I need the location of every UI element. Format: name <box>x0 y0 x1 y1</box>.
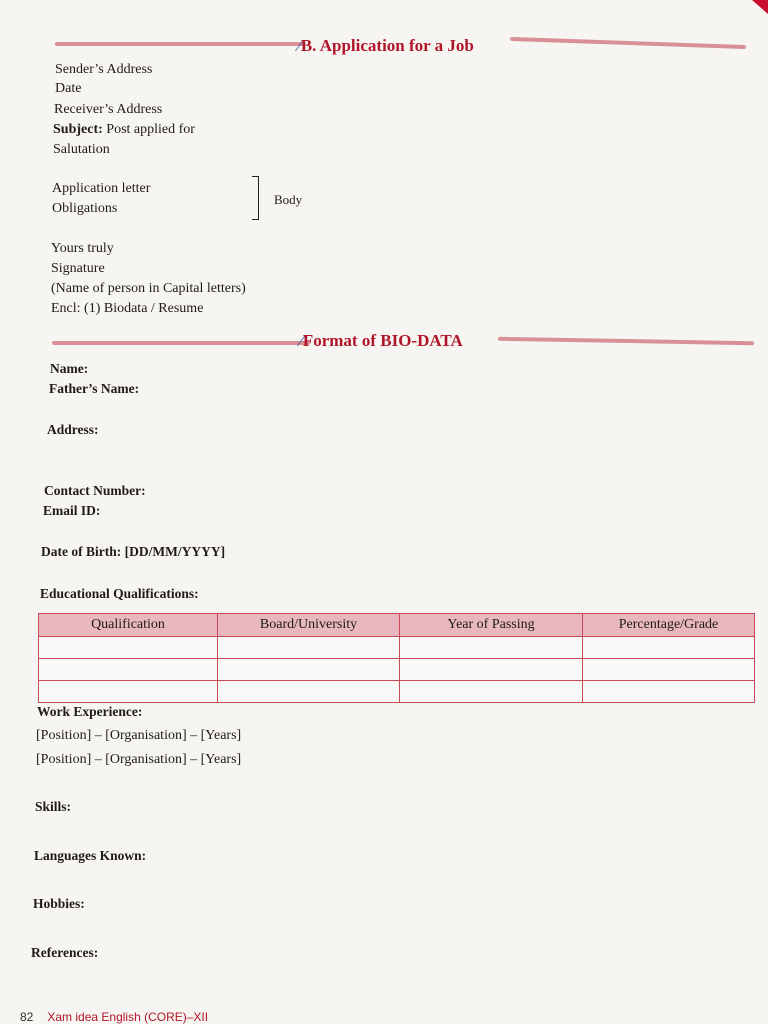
date-line: Date <box>55 81 82 96</box>
header-year-of-passing: Year of Passing <box>400 614 583 637</box>
hobbies-field-label: Hobbies: <box>33 896 85 911</box>
table-cell <box>400 681 583 703</box>
corner-decoration <box>746 0 768 18</box>
pen-tick-mark: ⁄ <box>298 36 301 55</box>
closing-name: (Name of person in Capital letters) <box>51 281 246 296</box>
page-number: 82 <box>20 1010 34 1024</box>
work-experience-line-1: [Position] – [Organisation] – [Years] <box>36 728 242 743</box>
education-table-header <box>39 614 755 637</box>
table-cell <box>218 681 400 703</box>
references-field-label: References: <box>31 945 99 960</box>
section-b-right-rule <box>510 37 746 49</box>
table-cell <box>39 659 218 681</box>
table-row <box>39 681 755 703</box>
body-label: Body <box>274 192 303 207</box>
section-b-left-rule <box>55 42 305 46</box>
subject-line <box>53 122 195 138</box>
page-footer <box>20 1010 208 1024</box>
salutation-line: Salutation <box>53 142 110 157</box>
table-row <box>39 637 755 659</box>
obligations-line: Obligations <box>52 201 118 216</box>
table-cell <box>39 637 218 659</box>
header-board-university: Board/University <box>218 614 400 637</box>
address-field-label: Address: <box>47 422 99 437</box>
education-table <box>38 613 755 703</box>
biodata-title: ⁄Format of BIO-DATA <box>300 331 463 350</box>
table-cell <box>218 659 400 681</box>
table-cell <box>583 681 755 703</box>
table-cell <box>583 659 755 681</box>
closing-yours-truly: Yours truly <box>51 241 114 256</box>
book-title: Xam idea English (CORE)–XII <box>47 1010 209 1024</box>
table-cell <box>218 637 400 659</box>
work-experience-line-2: [Position] – [Organisation] – [Years] <box>36 752 242 767</box>
father-name-field-label: Father’s Name: <box>49 381 140 396</box>
work-experience-heading: Work Experience: <box>37 704 143 719</box>
receiver-address: Receiver’s Address <box>54 102 163 117</box>
name-field-label: Name: <box>50 361 89 376</box>
closing-signature: Signature <box>51 261 105 276</box>
table-cell <box>400 659 583 681</box>
header-percentage-grade: Percentage/Grade <box>583 614 755 637</box>
body-bracket <box>252 176 259 220</box>
email-field-label: Email ID: <box>43 503 101 518</box>
skills-field-label: Skills: <box>35 799 72 814</box>
closing-enclosure: Encl: (1) Biodata / Resume <box>51 301 204 316</box>
header-qualification: Qualification <box>39 614 218 637</box>
sender-address: Sender’s Address <box>55 62 153 77</box>
biodata-right-rule <box>498 337 754 345</box>
education-heading: Educational Qualifications: <box>40 586 199 601</box>
dob-field-label: Date of Birth: [DD/MM/YYYY] <box>41 544 226 559</box>
table-row <box>39 659 755 681</box>
section-b-title: ⁄B. Application for a Job <box>298 36 474 55</box>
table-cell <box>39 681 218 703</box>
table-cell <box>400 637 583 659</box>
contact-field-label: Contact Number: <box>44 483 146 498</box>
application-letter-line: Application letter <box>52 181 151 196</box>
subject-value: Post applied for <box>106 122 195 137</box>
subject-label: Subject: <box>53 122 103 137</box>
pen-tick-mark-2: ⁄ <box>300 331 303 350</box>
languages-field-label: Languages Known: <box>34 848 147 863</box>
table-cell <box>583 637 755 659</box>
biodata-left-rule <box>52 341 310 345</box>
